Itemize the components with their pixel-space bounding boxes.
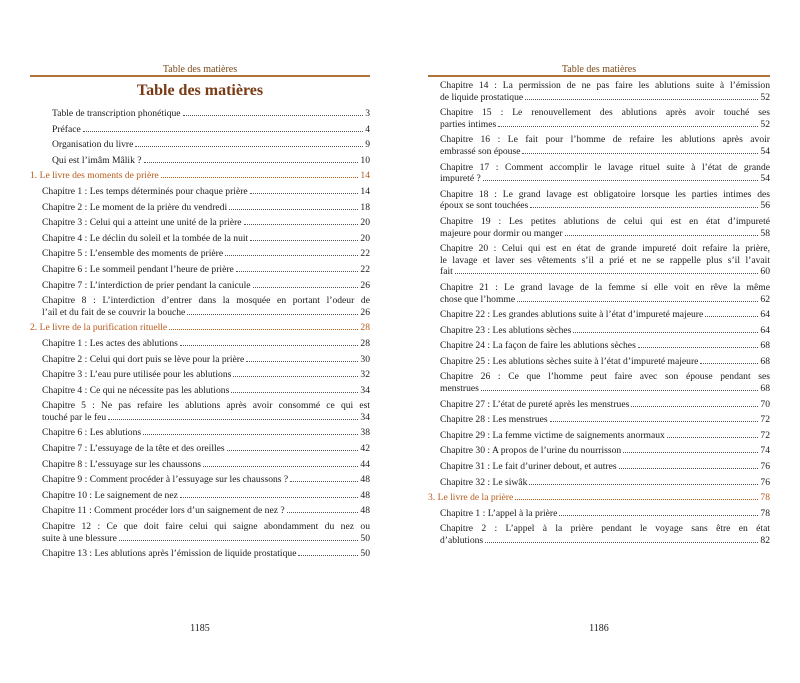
toc-entry-title: Chapitre 6 : Les ablutions <box>42 427 142 439</box>
toc-entry-page: 48 <box>360 489 370 501</box>
toc-entry-title: Chapitre 10 : Le saignement de nez <box>42 489 178 501</box>
toc-entry <box>30 548 370 560</box>
toc-entry-title: majeure pour dormir ou manger <box>440 227 563 239</box>
toc-entry-page: 72 <box>760 414 770 426</box>
dot-leader <box>233 376 358 377</box>
toc-entry-page: 26 <box>360 279 370 291</box>
toc-entry <box>30 427 370 439</box>
toc-entry-title: Chapitre 7 : L’interdiction de prier pendant la canicule <box>42 279 251 291</box>
toc-entry <box>428 445 770 457</box>
dot-leader <box>231 392 358 393</box>
toc-entry-title: Chapitre 8 : L’essuyage sur les chaussons <box>42 458 201 470</box>
dot-leader <box>483 180 759 181</box>
toc-entry <box>428 371 770 394</box>
toc-entry-text-line: Chapitre 26 : Ce que l’homme peut faire avec son épouse pendant ses <box>440 371 770 383</box>
toc-entry-page: 18 <box>360 201 370 213</box>
toc-entry <box>30 186 370 198</box>
header-rule <box>428 75 770 77</box>
dot-leader <box>619 468 759 469</box>
toc-entry-page: 38 <box>360 427 370 439</box>
toc-entry <box>428 508 770 520</box>
dot-leader <box>667 437 759 438</box>
page-number: 1185 <box>190 623 210 634</box>
dot-leader <box>227 450 359 451</box>
toc-entry <box>30 354 370 366</box>
toc-entry-page: 9 <box>365 139 370 151</box>
toc-entry-page: 58 <box>760 227 770 239</box>
dot-leader <box>287 512 359 513</box>
running-header: Table des matières <box>561 64 637 75</box>
toc-entry-text-line: Chapitre 8 : L’interdiction d’entrer dans la mosquée en portant l’odeur de <box>42 295 370 307</box>
toc-entry <box>30 295 370 318</box>
toc-section-entry <box>30 170 370 182</box>
toc-entry-page: 76 <box>760 476 770 488</box>
running-header: Table des matières <box>162 64 238 75</box>
toc-entry <box>428 107 770 130</box>
dot-leader <box>183 115 364 116</box>
toc-entry <box>428 309 770 321</box>
toc-entry-title: Organisation du livre <box>52 139 134 151</box>
dot-leader <box>565 235 759 236</box>
toc-entry <box>30 490 370 502</box>
header-rule <box>30 75 370 77</box>
toc-entry-title: Chapitre 31 : Le fait d’uriner debout, et autres <box>440 461 617 473</box>
toc-entry-title: Chapitre 32 : Le siwâk <box>440 476 528 488</box>
toc-entry-title: embrassé son épouse <box>440 145 521 157</box>
toc-entry-title: Chapitre 27 : L’état de pureté après les menstrues <box>440 398 630 410</box>
toc-entry-page: 76 <box>760 461 770 473</box>
toc-entry <box>30 443 370 455</box>
toc-entry-text-line: Chapitre 19 : Les petites ablutions de celui qui est en état d’impureté <box>440 215 770 227</box>
toc-entry <box>428 282 770 305</box>
toc-entry-page: 68 <box>760 355 770 367</box>
dot-leader <box>144 162 359 163</box>
toc-entry-title: Chapitre 1 : Les actes des ablutions <box>42 337 178 349</box>
toc-entry-page: 62 <box>760 293 770 305</box>
toc-entry-title: l’ail et du fait de se couvrir la bouche <box>42 306 186 318</box>
toc-entry-text-line: Chapitre 16 : Le fait pour l’homme de refaire les ablutions après avoir <box>440 134 770 146</box>
toc-entry-title: Chapitre 22 : Les grandes ablutions suite à l’état d’impureté majeure <box>440 309 704 321</box>
dot-leader <box>631 406 758 407</box>
dot-leader <box>236 271 359 272</box>
dot-leader <box>250 240 358 241</box>
dot-leader <box>515 499 758 500</box>
dot-leader <box>253 287 359 288</box>
dot-leader <box>455 273 759 274</box>
toc-entry <box>30 459 370 471</box>
toc-entry-page: 44 <box>360 458 370 470</box>
toc-section-entry <box>30 322 370 334</box>
toc-entry <box>30 217 370 229</box>
toc-entry-page: 50 <box>360 532 370 544</box>
toc-entry-title: chose que l’homme <box>440 293 516 305</box>
toc-entry-title: Chapitre 23 : Les ablutions sèches <box>440 324 572 336</box>
toc-entry-text-line: Chapitre 21 : Le grand lavage de la femme si elle voit en rêve la même <box>440 281 770 293</box>
toc-entry <box>30 155 370 167</box>
dot-leader <box>108 419 358 420</box>
toc-entry <box>30 521 370 544</box>
toc-entry-page: 14 <box>360 185 370 197</box>
toc-entry-title: d’ablutions <box>440 535 484 546</box>
toc-entry-text-line: Chapitre 20 : Celui qui est en état de grande impureté doit refaire la prière, <box>440 243 770 255</box>
dot-leader <box>529 484 758 485</box>
toc-entry-title: Chapitre 30 : A propos de l’urine du nourrisson <box>440 445 622 457</box>
toc-entry-page: 3 <box>365 108 370 119</box>
toc-entry <box>428 80 770 103</box>
dot-leader <box>203 466 358 467</box>
toc-entry <box>428 461 770 473</box>
toc-entry <box>428 523 770 546</box>
toc-entry-page: 34 <box>360 384 370 396</box>
toc-entry <box>30 400 370 423</box>
dot-leader <box>229 209 358 210</box>
toc-entry-title: Chapitre 1 : L’appel à la prière <box>440 507 558 519</box>
toc-entry-title: Qui est l’imâm Mâlik ? <box>52 154 142 166</box>
toc-entry-title: Chapitre 4 : Ce qui ne nécessite pas les ablutions <box>42 384 230 396</box>
right-page <box>400 0 800 683</box>
toc-entry <box>30 505 370 517</box>
toc-entry-page: 68 <box>760 340 770 352</box>
toc-entry <box>428 477 770 489</box>
dot-leader <box>225 255 358 256</box>
toc-entry-title: 1. Le livre des moments de prière <box>30 170 159 182</box>
toc-entry-page: 28 <box>360 322 370 334</box>
toc-entry <box>30 369 370 381</box>
dot-leader <box>143 434 358 435</box>
toc-entry-page: 52 <box>760 118 770 130</box>
toc-entry-page: 70 <box>760 398 770 410</box>
toc-entry <box>30 474 370 486</box>
page-title: Table des matières <box>136 82 264 99</box>
dot-leader <box>700 363 758 364</box>
toc-entry <box>428 340 770 352</box>
toc-entry-page: 64 <box>760 324 770 336</box>
toc-entry <box>428 325 770 337</box>
toc-entry-text-line: Chapitre 18 : Le grand lavage est obligatoire lorsque les parties intimes des <box>440 188 770 200</box>
toc-entry-page: 54 <box>760 173 770 185</box>
toc-entry-page: 30 <box>360 353 370 365</box>
dot-leader <box>161 177 359 178</box>
toc-entry-title: Chapitre 5 : L’ensemble des moments de prière <box>42 248 224 260</box>
dot-leader <box>705 316 758 317</box>
toc-entry-title: Chapitre 1 : Les temps déterminés pour chaque prière <box>42 185 248 197</box>
toc-entry-title: suite à une blessure <box>42 532 117 544</box>
toc-list <box>428 80 770 551</box>
toc-entry-page: 28 <box>360 337 370 349</box>
toc-entry-title: Chapitre 29 : La femme victime de saignements anormaux <box>440 429 665 441</box>
toc-entry-page: 74 <box>760 445 770 457</box>
toc-entry-title: Chapitre 3 : Celui qui a atteint une unité de la prière <box>42 217 242 229</box>
toc-entry-page: 34 <box>360 411 370 423</box>
dot-leader <box>250 193 359 194</box>
toc-entry-page: 78 <box>760 492 770 504</box>
toc-entry <box>30 124 370 136</box>
toc-entry-title: Chapitre 25 : Les ablutions sèches suite à l’état d’impureté majeure <box>440 355 699 367</box>
dot-leader <box>517 301 758 302</box>
toc-entry-page: 10 <box>360 154 370 166</box>
toc-entry-title: 2. Le livre de la purification rituelle <box>30 322 168 334</box>
toc-entry-title: Chapitre 4 : Le déclin du soleil et la tombée de la nuit <box>42 232 249 244</box>
toc-entry-page: 14 <box>360 170 370 182</box>
toc-entry-text-line: Chapitre 15 : Le renouvellement des ablutions après avoir touché ses <box>440 107 770 119</box>
toc-entry <box>30 338 370 350</box>
toc-entry-title: Chapitre 2 : Le moment de la prière du vendredi <box>42 201 228 213</box>
toc-entry <box>428 189 770 212</box>
dot-leader <box>83 131 363 132</box>
toc-entry-page: 56 <box>760 200 770 212</box>
toc-entry-title: Préface <box>52 123 81 135</box>
dot-leader <box>290 481 358 482</box>
toc-entry <box>428 243 770 278</box>
toc-entry <box>428 356 770 368</box>
dot-leader <box>298 555 358 556</box>
toc-entry-page: 72 <box>760 429 770 441</box>
toc-entry-title: époux se sont touchées <box>440 200 529 212</box>
toc-entry-title: Table de transcription phonétique <box>52 108 181 119</box>
toc-section-entry <box>428 492 770 504</box>
toc-entry <box>30 233 370 245</box>
dot-leader <box>187 314 358 315</box>
toc-entry <box>428 162 770 185</box>
toc-entry <box>30 202 370 214</box>
dot-leader <box>498 126 758 127</box>
dot-leader <box>530 207 758 208</box>
toc-entry-page: 64 <box>760 309 770 321</box>
toc-entry <box>428 430 770 442</box>
dot-leader <box>180 497 359 498</box>
toc-entry-page: 54 <box>760 145 770 157</box>
page-number: 1186 <box>589 623 609 634</box>
toc-entry-page: 4 <box>365 123 370 135</box>
toc-entry-text-line: Chapitre 5 : Ne pas refaire les ablutions après avoir consommé ce qui est <box>42 400 370 412</box>
dot-leader <box>119 540 359 541</box>
toc-entry-title: parties intimes <box>440 118 497 130</box>
toc-entry-title: Chapitre 13 : Les ablutions après l’émission de liquide prostatique <box>42 548 297 560</box>
toc-entry-page: 42 <box>360 443 370 455</box>
toc-entry <box>428 414 770 426</box>
toc-entry-page: 20 <box>360 217 370 229</box>
toc-entry-title: impureté ? <box>440 173 481 185</box>
toc-entry-page: 48 <box>360 505 370 517</box>
toc-entry-title: touché par le feu <box>42 411 107 423</box>
toc-list <box>30 108 370 564</box>
toc-entry-page: 50 <box>360 548 370 560</box>
dot-leader <box>180 345 359 346</box>
dot-leader <box>481 390 759 391</box>
toc-entry-page: 26 <box>360 306 370 318</box>
toc-entry <box>30 264 370 276</box>
toc-entry-text-line: Chapitre 17 : Comment accomplir le lavage rituel suite à l’état de grande <box>440 161 770 173</box>
toc-entry <box>30 385 370 397</box>
toc-entry-text-line: Chapitre 12 : Ce que doit faire celui qui saigne abondamment du nez ou <box>42 521 370 533</box>
toc-entry-title: 3. Le livre de la prière <box>428 492 514 504</box>
toc-entry-title: Chapitre 11 : Comment procéder lors d’un saignement de nez ? <box>42 505 285 517</box>
toc-entry-title: Chapitre 9 : Comment procéder à l’essuyage sur les chaussons ? <box>42 474 289 486</box>
dot-leader <box>623 452 758 453</box>
toc-entry-page: 68 <box>760 383 770 395</box>
toc-entry-title: Chapitre 2 : Celui qui dort puis se lève pour la prière <box>42 353 245 365</box>
toc-entry-text-line: le lavage et laver ses vêtements s’il a prié et ne se rappelle plus s’il l’avait <box>440 254 770 266</box>
toc-entry-title: de liquide prostatique <box>440 91 524 103</box>
toc-entry-page: 20 <box>360 232 370 244</box>
dot-leader <box>559 515 758 516</box>
toc-entry <box>428 134 770 157</box>
toc-entry-page: 60 <box>760 266 770 278</box>
toc-entry-title: Chapitre 28 : Les menstrues <box>440 414 548 426</box>
toc-entry <box>30 248 370 260</box>
toc-entry <box>30 108 370 120</box>
toc-entry-page: 82 <box>760 535 770 546</box>
dot-leader <box>169 329 358 330</box>
toc-entry-page: 32 <box>360 369 370 381</box>
toc-entry-title: Chapitre 3 : L’eau pure utilisée pour les ablutions <box>42 369 232 381</box>
dot-leader <box>522 153 758 154</box>
dot-leader <box>244 224 359 225</box>
dot-leader <box>638 347 759 348</box>
dot-leader <box>246 361 358 362</box>
dot-leader <box>485 542 758 543</box>
toc-entry-title: fait <box>440 266 453 278</box>
dot-leader <box>550 421 759 422</box>
toc-entry-title: menstrues <box>440 383 479 395</box>
toc-entry-page: 22 <box>360 263 370 275</box>
dot-leader <box>525 99 758 100</box>
dot-leader <box>135 146 363 147</box>
toc-entry-page: 22 <box>360 248 370 260</box>
toc-entry <box>428 216 770 239</box>
toc-entry <box>30 280 370 292</box>
toc-entry-title: Chapitre 6 : Le sommeil pendant l’heure de prière <box>42 263 234 275</box>
toc-entry <box>30 139 370 151</box>
toc-entry-page: 48 <box>360 474 370 486</box>
toc-entry <box>428 399 770 411</box>
toc-entry-text-line: Chapitre 14 : La permission de ne pas faire les ablutions suite à l’émission <box>440 80 770 91</box>
toc-entry-title: Chapitre 7 : L’essuyage de la tête et des oreilles <box>42 443 225 455</box>
toc-entry-page: 78 <box>760 507 770 519</box>
dot-leader <box>573 332 758 333</box>
toc-entry-page: 52 <box>760 91 770 103</box>
toc-entry-title: Chapitre 24 : La façon de faire les ablutions sèches <box>440 340 636 352</box>
toc-entry-text-line: Chapitre 2 : L’appel à la prière pendant le voyage sans être en état <box>440 523 770 535</box>
